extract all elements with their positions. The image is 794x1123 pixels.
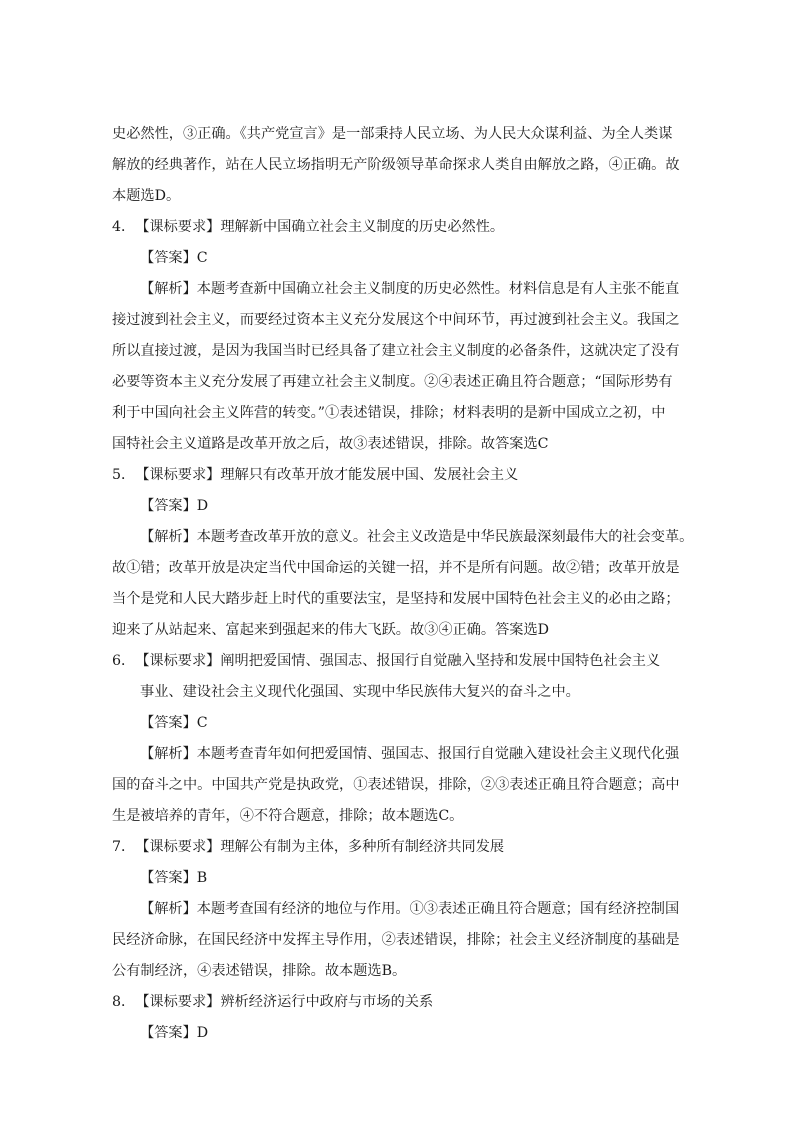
text-line: 生是被培养的青年，④不符合题意，排除；故本题选C。 bbox=[112, 808, 464, 824]
text-line: 国特社会主义道路是改革开放之后，故③表述错误，排除。故答案选C bbox=[112, 436, 549, 452]
text-line: 民经济命脉，在国民经济中发挥主导作用，②表述错误，排除；社会主义经济制度的基础是 bbox=[112, 932, 680, 948]
answer-line: 【答案】C bbox=[140, 250, 208, 266]
text-line: 解放的经典著作，站在人民立场指明无产阶级领导革命探求人类自由解放之路，④正确。故 bbox=[112, 157, 680, 173]
text-line: 国的奋斗之中。中国共产党是执政党，①表述错误，排除，②③表述正确且符合题意；高中 bbox=[112, 777, 680, 793]
analysis-line: 【解析】本题考查新中国确立社会主义制度的历史必然性。材料信息是有人主张不能直 bbox=[140, 281, 680, 297]
text-line: 必要等资本主义充分发展了再建立社会主义制度。②④表述正确且符合题意；“国际形势有 bbox=[112, 374, 673, 390]
text-line: 公有制经济，④表述错误，排除。故本题选B。 bbox=[112, 963, 407, 979]
text-line: 当个是党和人民大踏步赶上时代的重要法宝，是坚持和发展中国特色社会主义的必由之路； bbox=[112, 591, 680, 607]
text-line: 迎来了从站起来、富起来到强起来的伟大飞跃。故③④正确。答案选D bbox=[112, 622, 550, 638]
question-heading: 4． 【课标要求】理解新中国确立社会主义制度的历史必然性。 bbox=[112, 219, 505, 235]
text-line: 本题选D。 bbox=[112, 188, 181, 204]
analysis-line: 【解析】本题考查青年如何把爱国情、强国志、报国行自觉融入建设社会主义现代化强 bbox=[140, 746, 680, 762]
analysis-line: 【解析】本题考查改革开放的意义。社会主义改造是中华民族最深刻最伟大的社会变革。 bbox=[140, 529, 694, 545]
answer-line: 【答案】C bbox=[140, 715, 208, 731]
question-heading: 5． 【课标要求】理解只有改革开放才能发展中国、发展社会主义 bbox=[112, 467, 519, 483]
analysis-line: 【解析】本题考查国有经济的地位与作用。①③表述正确且符合题意；国有经济控制国 bbox=[140, 901, 680, 917]
question-heading: 7． 【课标要求】理解公有制为主体，多种所有制经济共同发展 bbox=[112, 839, 505, 855]
text-line: 史必然性，③正确。《共产党宣言》是一部秉持人民立场、为人民大众谋利益、为全人类谋 bbox=[112, 126, 673, 142]
text-line: 故①错；改革开放是决定当代中国命运的关键一招，并不是所有问题。故②错；改革开放是 bbox=[112, 560, 680, 576]
answer-line: 【答案】D bbox=[140, 498, 209, 514]
answer-line: 【答案】B bbox=[140, 870, 208, 886]
text-line: 所以直接过渡，是因为我国当时已经具备了建立社会主义制度的必备条件，这就决定了没有 bbox=[112, 343, 680, 359]
question-heading: 6． 【课标要求】阐明把爱国情、强国志、报国行自觉融入坚持和发展中国特色社会主义 bbox=[112, 653, 661, 669]
answer-line: 【答案】D bbox=[140, 1025, 209, 1041]
text-line: 利于中国向社会主义阵营的转变。”①表述错误，排除；材料表明的是新中国成立之初，中 bbox=[112, 405, 666, 421]
text-line: 接过渡到社会主义，而要经过资本主义充分发展这个中间环节，再过渡到社会主义。我国之 bbox=[112, 312, 680, 328]
text-line: 事业、建设社会主义现代化强国、实现中华民族伟大复兴的奋斗之中。 bbox=[140, 684, 580, 700]
question-heading: 8． 【课标要求】辨析经济运行中政府与市场的关系 bbox=[112, 994, 434, 1010]
